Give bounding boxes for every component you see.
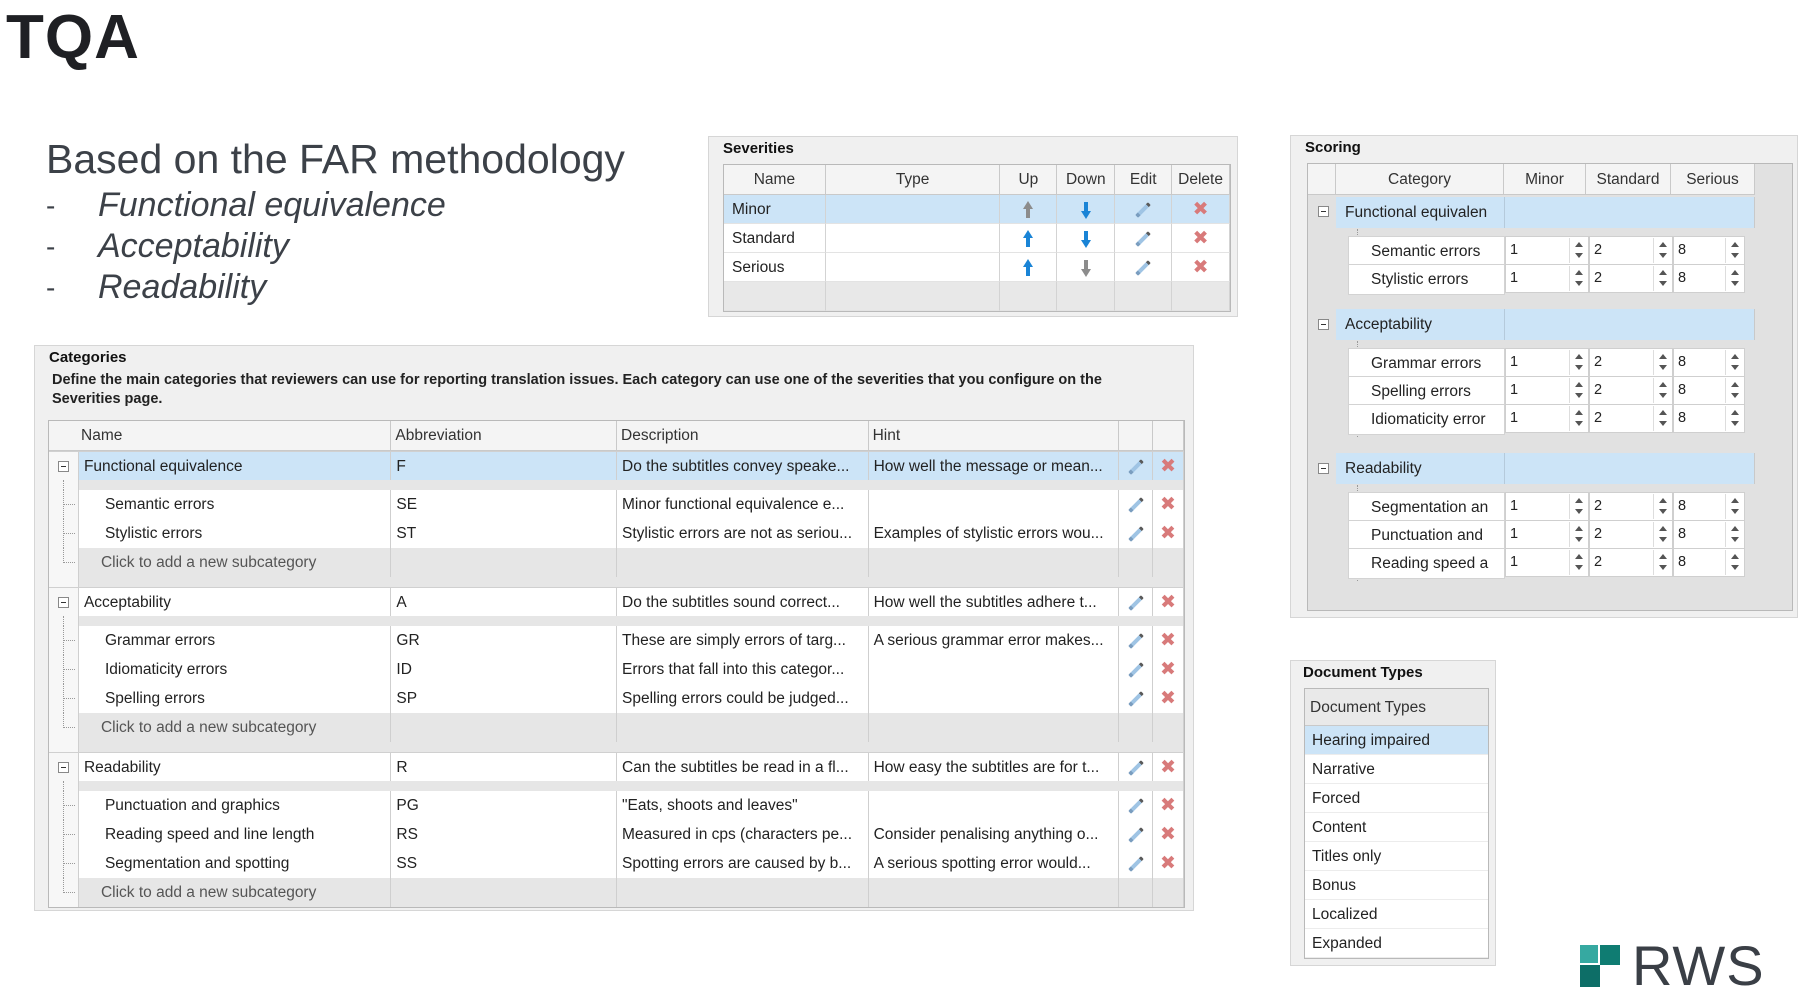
category-name: Readability (79, 752, 391, 781)
scoring-subcategory-name: Spelling errors (1348, 376, 1505, 407)
category-abbr: R (391, 752, 617, 781)
spinner-arrows-icon[interactable] (1569, 378, 1587, 403)
subcategory-abbr: GR (391, 626, 617, 655)
delete-x-icon[interactable]: ✖ (1160, 795, 1176, 816)
collapse-icon[interactable] (1318, 319, 1329, 330)
scoring-subcategory-row (1348, 492, 1745, 523)
col-name[interactable]: Name (49, 421, 391, 451)
scoring-subcategory-name: Segmentation an (1348, 492, 1505, 523)
subcategory-hint (869, 684, 1120, 713)
subcategory-row[interactable] (49, 791, 1184, 820)
category-hint: How easy the subtitles are for t... (869, 752, 1120, 781)
spinner-arrows-icon[interactable] (1653, 550, 1671, 575)
spinner-arrows-icon[interactable] (1653, 378, 1671, 403)
collapse-icon[interactable] (1318, 206, 1329, 217)
document-type-item[interactable]: Hearing impaired (1305, 726, 1488, 755)
scoring-header (1308, 164, 1792, 195)
scoring-subcategory-row (1348, 264, 1745, 295)
scoring-subcategory-name: Punctuation and (1348, 520, 1505, 551)
col-name[interactable]: Name (724, 165, 826, 195)
categories-header (49, 421, 1184, 451)
edit-pencil-icon[interactable] (1128, 691, 1144, 707)
edit-pencil-icon[interactable] (1128, 459, 1144, 475)
severity-row[interactable] (724, 224, 1230, 253)
minor-score-input[interactable]: 1 (1505, 264, 1589, 293)
spinner-arrows-icon[interactable] (1569, 406, 1587, 431)
subcategory-name: Stylistic errors (79, 519, 391, 548)
edit-pencil-icon[interactable] (1128, 633, 1144, 649)
intro-bullet (46, 226, 625, 267)
move-up-icon[interactable] (1022, 201, 1034, 219)
minor-score-input[interactable]: 1 (1505, 404, 1589, 433)
severity-type[interactable] (826, 253, 1001, 282)
scoring-grid (1307, 163, 1793, 611)
delete-x-icon[interactable]: ✖ (1160, 853, 1176, 874)
severity-name: Serious (724, 253, 826, 282)
spinner-arrows-icon[interactable] (1653, 406, 1671, 431)
serious-score-input[interactable]: 8 (1673, 520, 1745, 549)
minor-score-input[interactable]: 1 (1505, 236, 1589, 265)
subcategory-row[interactable] (49, 490, 1184, 519)
subcategory-desc: Errors that fall into this categor... (617, 655, 869, 684)
col-serious[interactable]: Serious (1671, 164, 1755, 195)
slide-title: TQA (6, 3, 140, 72)
category-hint: How well the message or mean... (869, 451, 1120, 480)
col-abbreviation[interactable]: Abbreviation (391, 421, 617, 451)
edit-pencil-icon[interactable] (1128, 856, 1144, 872)
spinner-arrows-icon[interactable] (1653, 522, 1671, 547)
subcategory-desc: Minor functional equivalence e... (617, 490, 869, 519)
category-name: Functional equivalence (79, 451, 391, 480)
subcategory-row[interactable] (49, 655, 1184, 684)
scoring-subcategory-row (1348, 520, 1745, 551)
standard-score-input[interactable]: 2 (1589, 492, 1673, 521)
move-up-icon[interactable] (1022, 230, 1034, 248)
add-subcategory-row[interactable] (49, 878, 1184, 907)
subcategory-desc: These are simply errors of targ... (617, 626, 869, 655)
scoring-category-name: Functional equivalen (1345, 197, 1505, 228)
serious-score-input[interactable]: 8 (1673, 492, 1745, 521)
document-types-panel (1290, 660, 1496, 966)
col-minor[interactable]: Minor (1504, 164, 1586, 195)
scoring-subcategory-name: Stylistic errors (1348, 264, 1505, 295)
severity-type[interactable] (826, 224, 1001, 253)
spinner-arrows-icon[interactable] (1569, 550, 1587, 575)
subcategory-name: Grammar errors (79, 626, 391, 655)
edit-pencil-icon[interactable] (1128, 827, 1144, 843)
delete-x-icon[interactable]: ✖ (1160, 630, 1176, 651)
add-subcategory-label[interactable]: Click to add a new subcategory (79, 713, 391, 742)
move-down-icon[interactable] (1080, 230, 1092, 248)
spinner-arrows-icon[interactable] (1569, 238, 1587, 263)
standard-score-input[interactable]: 2 (1589, 264, 1673, 293)
subcategory-name: Spelling errors (79, 684, 391, 713)
scoring-subcategory-name: Idiomaticity error (1348, 404, 1505, 435)
intro-block (46, 136, 625, 308)
scoring-subcategory-row (1348, 376, 1745, 407)
serious-score-input[interactable]: 8 (1673, 236, 1745, 265)
bullet-text: Acceptability (98, 227, 289, 265)
subcategory-desc: Measured in cps (characters pe... (617, 820, 869, 849)
edit-pencil-icon[interactable] (1128, 526, 1144, 542)
add-subcategory-label[interactable]: Click to add a new subcategory (79, 878, 391, 907)
subcategory-row[interactable] (49, 626, 1184, 655)
serious-score-input[interactable]: 8 (1673, 404, 1745, 433)
subcategory-desc: "Eats, shoots and leaves" (617, 791, 869, 820)
scoring-subcategory-name: Semantic errors (1348, 236, 1505, 267)
delete-x-icon[interactable]: ✖ (1160, 757, 1177, 778)
bullet-marker: - (46, 230, 56, 262)
category-desc: Can the subtitles be read in a fl... (617, 752, 869, 781)
categories-title: Categories (49, 349, 127, 366)
intro-heading: Based on the FAR methodology (46, 136, 625, 182)
edit-pencil-icon[interactable] (1128, 662, 1144, 678)
move-down-icon[interactable] (1080, 201, 1092, 219)
subcategory-name: Semantic errors (79, 490, 391, 519)
scoring-panel (1290, 135, 1798, 618)
subcategory-desc: Spotting errors are caused by b... (617, 849, 869, 878)
category-name: Acceptability (79, 587, 391, 616)
subcategory-row[interactable] (49, 684, 1184, 713)
edit-pencil-icon[interactable] (1128, 595, 1144, 611)
add-subcategory-row[interactable] (49, 548, 1184, 577)
categories-grid (48, 420, 1185, 908)
col-type[interactable]: Type (826, 165, 1001, 195)
spinner-arrows-icon[interactable] (1725, 378, 1743, 403)
scoring-subcategory-row (1348, 548, 1745, 579)
subcategory-hint: A serious spotting error would... (869, 849, 1120, 878)
standard-score-input[interactable]: 2 (1589, 520, 1673, 549)
subcategory-name: Reading speed and line length (79, 820, 391, 849)
intro-bullets (46, 185, 625, 308)
spinner-arrows-icon[interactable] (1725, 522, 1743, 547)
collapse-icon[interactable] (1318, 463, 1329, 474)
document-type-item[interactable]: Localized (1305, 900, 1488, 929)
spinner-arrows-icon[interactable] (1569, 266, 1587, 291)
subcategory-hint: Examples of stylistic errors wou... (869, 519, 1120, 548)
severity-row[interactable] (724, 195, 1230, 224)
minor-score-input[interactable]: 1 (1505, 520, 1589, 549)
subcategory-hint: Consider penalising anything o... (869, 820, 1120, 849)
standard-score-input[interactable]: 2 (1589, 376, 1673, 405)
scoring-category-row[interactable] (1336, 309, 1755, 340)
categories-panel (34, 345, 1194, 911)
subcategory-row[interactable] (49, 849, 1184, 878)
edit-pencil-icon[interactable] (1128, 497, 1144, 513)
scoring-category-name: Acceptability (1345, 309, 1505, 340)
col-edit[interactable]: Edit (1115, 165, 1172, 195)
scoring-subcategory-name: Grammar errors (1348, 348, 1505, 379)
category-desc: Do the subtitles convey speake... (617, 451, 869, 480)
subcategory-row[interactable] (49, 820, 1184, 849)
add-subcategory-row[interactable] (49, 713, 1184, 742)
spinner-arrows-icon[interactable] (1569, 350, 1587, 375)
edit-pencil-icon[interactable] (1128, 798, 1144, 814)
delete-x-icon[interactable]: ✖ (1192, 257, 1209, 278)
severity-type[interactable] (826, 195, 1001, 224)
spinner-arrows-icon[interactable] (1725, 550, 1743, 575)
move-up-icon[interactable] (1022, 259, 1034, 277)
spinner-arrows-icon[interactable] (1653, 494, 1671, 519)
add-subcategory-label[interactable]: Click to add a new subcategory (79, 548, 391, 577)
subcategory-desc: Stylistic errors are not as seriou... (617, 519, 869, 548)
scoring-category-row[interactable] (1336, 197, 1755, 228)
edit-pencil-icon[interactable] (1135, 231, 1151, 247)
scoring-title: Scoring (1305, 139, 1361, 156)
serious-score-input[interactable]: 8 (1673, 348, 1745, 377)
category-hint: How well the subtitles adhere t... (869, 587, 1120, 616)
subcategory-desc: Spelling errors could be judged... (617, 684, 869, 713)
col-down[interactable]: Down (1057, 165, 1115, 195)
subcategory-abbr: PG (391, 791, 617, 820)
delete-x-icon[interactable]: ✖ (1160, 592, 1177, 613)
standard-score-input[interactable]: 2 (1589, 404, 1673, 433)
spinner-arrows-icon[interactable] (1725, 406, 1743, 431)
subcategory-abbr: SP (391, 684, 617, 713)
document-type-item[interactable]: Content (1305, 813, 1488, 842)
subcategory-hint (869, 490, 1120, 519)
subcategory-hint (869, 655, 1120, 684)
minor-score-input[interactable]: 1 (1505, 492, 1589, 521)
collapse-icon[interactable] (58, 597, 69, 608)
scoring-category-row[interactable] (1336, 453, 1755, 484)
delete-x-icon[interactable]: ✖ (1160, 494, 1176, 515)
serious-score-input[interactable]: 8 (1673, 264, 1745, 293)
delete-x-icon[interactable]: ✖ (1160, 824, 1176, 845)
scoring-subcategory-row (1348, 404, 1745, 435)
spinner-arrows-icon[interactable] (1569, 522, 1587, 547)
minor-score-input[interactable]: 1 (1505, 348, 1589, 377)
scoring-subcategory-row (1348, 236, 1745, 267)
subcategory-name: Punctuation and graphics (79, 791, 391, 820)
col-hint[interactable]: Hint (869, 421, 1120, 451)
severity-name: Minor (724, 195, 826, 224)
bullet-marker: - (46, 189, 56, 221)
subcategory-abbr: SS (391, 849, 617, 878)
col-delete[interactable]: Delete (1172, 165, 1230, 195)
category-desc: Do the subtitles sound correct... (617, 587, 869, 616)
collapse-icon[interactable] (58, 762, 69, 773)
subcategory-abbr: RS (391, 820, 617, 849)
spinner-arrows-icon[interactable] (1725, 350, 1743, 375)
subcategory-hint (869, 791, 1120, 820)
rws-logo-mark-icon (1580, 945, 1620, 987)
subcategory-name: Segmentation and spotting (79, 849, 391, 878)
severities-header (724, 165, 1230, 195)
rws-logo-text: RWS (1632, 934, 1765, 989)
delete-x-icon[interactable]: ✖ (1160, 688, 1176, 709)
col-up[interactable]: Up (1000, 165, 1057, 195)
document-type-item[interactable]: Narrative (1305, 755, 1488, 784)
serious-score-input[interactable]: 8 (1673, 548, 1745, 577)
severity-empty-row (724, 282, 1230, 311)
category-row[interactable] (49, 451, 1184, 480)
spinner-arrows-icon[interactable] (1653, 266, 1671, 291)
delete-x-icon[interactable]: ✖ (1160, 456, 1177, 477)
severities-grid (723, 164, 1231, 312)
category-abbr: F (391, 451, 617, 480)
bullet-text: Functional equivalence (98, 186, 446, 224)
col-standard[interactable]: Standard (1586, 164, 1671, 195)
bullet-marker: - (46, 271, 56, 303)
intro-bullet (46, 267, 625, 308)
subcategory-abbr: ID (391, 655, 617, 684)
document-type-item[interactable]: Expanded (1305, 929, 1488, 958)
minor-score-input[interactable]: 1 (1505, 548, 1589, 577)
category-abbr: A (391, 587, 617, 616)
scoring-category-name: Readability (1345, 453, 1505, 484)
spinner-arrows-icon[interactable] (1725, 266, 1743, 291)
serious-score-input[interactable]: 8 (1673, 376, 1745, 405)
rws-logo (1580, 934, 1780, 989)
spinner-arrows-icon[interactable] (1725, 494, 1743, 519)
spinner-arrows-icon[interactable] (1569, 494, 1587, 519)
scoring-subcategory-name: Reading speed a (1348, 548, 1505, 579)
collapse-icon[interactable] (58, 461, 69, 472)
scoring-subcategory-row (1348, 348, 1745, 379)
spinner-arrows-icon[interactable] (1653, 238, 1671, 263)
standard-score-input[interactable]: 2 (1589, 548, 1673, 577)
standard-score-input[interactable]: 2 (1589, 348, 1673, 377)
bullet-text: Readability (98, 268, 267, 306)
document-type-item[interactable]: Bonus (1305, 871, 1488, 900)
standard-score-input[interactable]: 2 (1589, 236, 1673, 265)
move-down-icon[interactable] (1080, 259, 1092, 277)
subcategory-row[interactable] (49, 519, 1184, 548)
category-row[interactable] (49, 587, 1184, 616)
document-types-list (1304, 688, 1489, 959)
delete-x-icon[interactable]: ✖ (1160, 523, 1176, 544)
severity-row[interactable] (724, 253, 1230, 282)
col-category[interactable]: Category (1336, 164, 1504, 195)
spinner-arrows-icon[interactable] (1725, 238, 1743, 263)
subcategory-abbr: SE (391, 490, 617, 519)
subcategory-abbr: ST (391, 519, 617, 548)
edit-pencil-icon[interactable] (1135, 260, 1151, 276)
delete-x-icon[interactable]: ✖ (1160, 659, 1176, 680)
severities-title: Severities (723, 140, 794, 157)
subcategory-hint: A serious grammar error makes... (869, 626, 1120, 655)
edit-pencil-icon[interactable] (1135, 202, 1151, 218)
severity-name: Standard (724, 224, 826, 253)
document-type-item[interactable]: Forced (1305, 784, 1488, 813)
document-types-title: Document Types (1303, 664, 1423, 681)
delete-x-icon[interactable]: ✖ (1192, 199, 1209, 220)
severities-panel (708, 136, 1238, 317)
minor-score-input[interactable]: 1 (1505, 376, 1589, 405)
spinner-arrows-icon[interactable] (1653, 350, 1671, 375)
document-types-header[interactable]: Document Types (1305, 689, 1488, 726)
category-row[interactable] (49, 752, 1184, 781)
intro-bullet (46, 185, 625, 226)
delete-x-icon[interactable]: ✖ (1192, 228, 1209, 249)
col-description[interactable]: Description (617, 421, 869, 451)
edit-pencil-icon[interactable] (1128, 760, 1144, 776)
document-type-item[interactable]: Titles only (1305, 842, 1488, 871)
categories-description: Define the main categories that reviewers can use for reporting translation issues. Each category can use one of the severities that you configure on the Severities page. (52, 372, 1102, 407)
subcategory-name: Idiomaticity errors (79, 655, 391, 684)
